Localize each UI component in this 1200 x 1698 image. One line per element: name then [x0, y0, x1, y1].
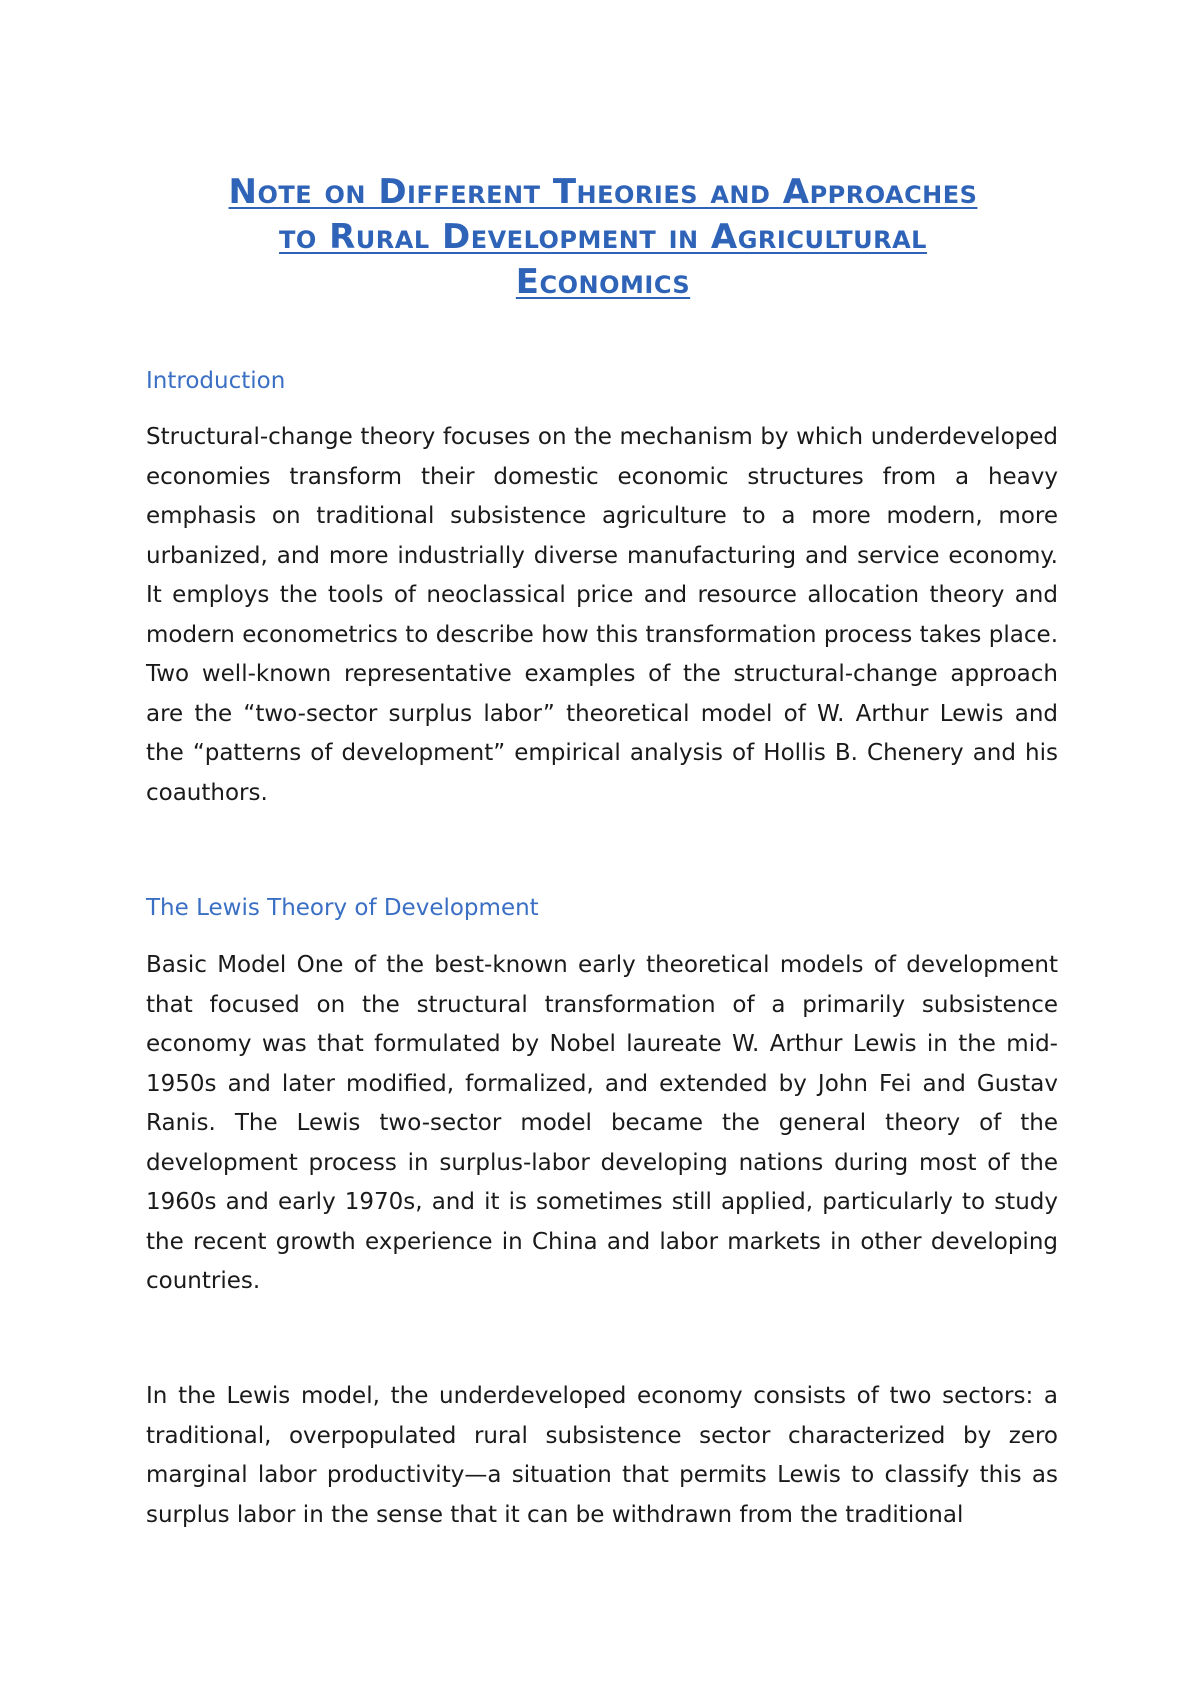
title-line: Note on Different Theories and Approaches: [228, 172, 978, 212]
paragraph-lewis-basic-model: Basic Model One of the best-known early theoretical models of development that focused on the structural transformation of a primarily subsistence economy was that formulated by Nobel laureate W. Arthur Lewis in the mid-1950s and later modified, formalized, and extended by John Fei and Gustav Ranis. The Lewis two-sector model became the general theory of the development process in surplus-labor developing nations during most of the 1960s and early 1970s, and it is sometimes still applied, particularly to study the recent growth experience in China and labor markets in other developing countries.: [146, 952, 1058, 1294]
paragraph-introduction: Structural-change theory focuses on the mechanism by which underdeveloped economies transform their domestic economic structures from a heavy emphasis on traditional subsistence agriculture to a more modern, more urbanized, and more industrially diverse manufacturing and service economy. It employs the tools of neoclassical price and resource allocation theory and modern econometrics to describe how this transformation process takes place. Two well-known representative examples of the structural-change approach are the “two-sector surplus labor” theoretical model of W. Arthur Lewis and the “patterns of development” empirical analysis of Hollis B. Chenery and his coauthors.: [146, 424, 1058, 806]
section-heading-lewis-theory: The Lewis Theory of Development: [146, 895, 539, 921]
title-line: to Rural Development in Agricultural: [279, 217, 927, 257]
paragraph-lewis-model: In the Lewis model, the underdeveloped economy consists of two sectors: a traditional, overpopulated rural subsistence sector characterized by zero marginal labor productivity—a situation that permits Lewis to classify this as surplus labor in the sense that it can be withdrawn from the traditional: [146, 1383, 1058, 1528]
section-heading-introduction: Introduction: [146, 368, 286, 394]
document-title: [150, 170, 1056, 305]
title-line: Economics: [515, 262, 691, 302]
